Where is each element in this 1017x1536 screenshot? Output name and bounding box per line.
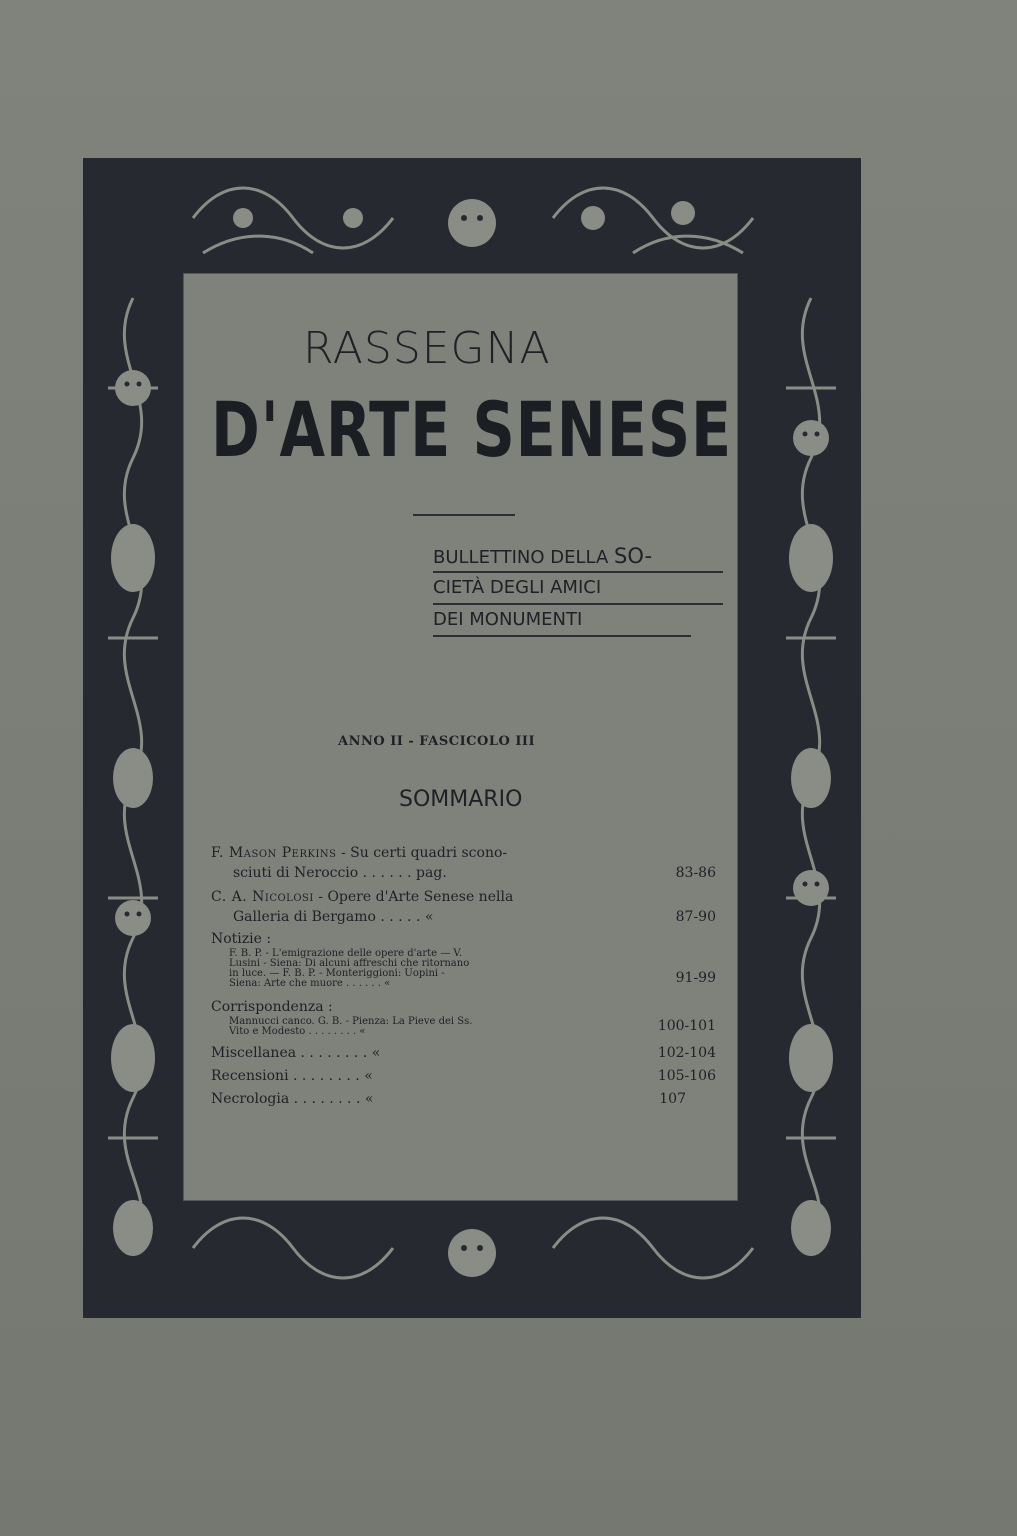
toc-page: 83-86 <box>675 865 716 881</box>
toc-entry: F. Mason Perkins - Su certi quadri scono- sciuti di Neroccio . . . . . . pag. 83-86 <box>211 845 716 881</box>
toc-page: 105-106 <box>657 1068 716 1084</box>
issue-line: ANNO II - FASCICOLO III <box>338 734 536 749</box>
toc-author: C. A. Nicolosi <box>211 889 314 905</box>
toc-section-corrispondenza: Corrispondenza : Mannucci canco. G. B. - Pienza: La Pieve dei Ss. Vito e Modesto . . . . . . . . « 100-101 <box>211 999 716 1037</box>
toc-page: 87-90 <box>675 909 716 925</box>
toc-entry: C. A. Nicolosi - Opere d'Arte Senese nella Galleria di Bergamo . . . . . « 87-90 <box>211 889 716 925</box>
subtitle-block <box>433 541 723 637</box>
table-of-contents <box>211 843 716 1109</box>
toc-page: 102-104 <box>657 1045 716 1061</box>
toc-section-notizie: Notizie : F. B. P. - L'emigrazione delle opere d'arte — V. Lusini - Siena: Di alcuni affreschi che ritornano in luce. — F. B. P. - Monteriggioni: Uopini - Siena: Arte che muore . . . . . . « 91-99 <box>211 931 716 989</box>
toc-necrologia: Necrologia . . . . . . . . « 107 <box>211 1091 686 1107</box>
summary-heading: SOMMARIO <box>399 787 523 812</box>
toc-author: F. Mason Perkins <box>211 845 337 861</box>
toc-miscellanea: Miscellanea . . . . . . . . « 102-104 <box>211 1045 716 1061</box>
ornamental-border <box>83 158 861 1318</box>
subtitle-line-3: DEI MONUMENTI <box>433 605 691 637</box>
masthead-rassegna: RASSEGNA <box>303 323 551 374</box>
toc-page: 100-101 <box>657 1018 716 1034</box>
toc-recensioni: Recensioni . . . . . . . . « 105-106 <box>211 1068 716 1084</box>
subtitle-line-1: BULLETTINO DELLA SO- <box>433 541 723 573</box>
title-divider <box>413 514 515 516</box>
subtitle-line-2: CIETÀ DEGLI AMICI <box>433 573 723 605</box>
title-panel <box>183 273 738 1201</box>
toc-page: 91-99 <box>675 970 716 986</box>
masthead-title: D'ARTE SENESE <box>211 385 733 474</box>
toc-page: 107 <box>659 1091 686 1107</box>
